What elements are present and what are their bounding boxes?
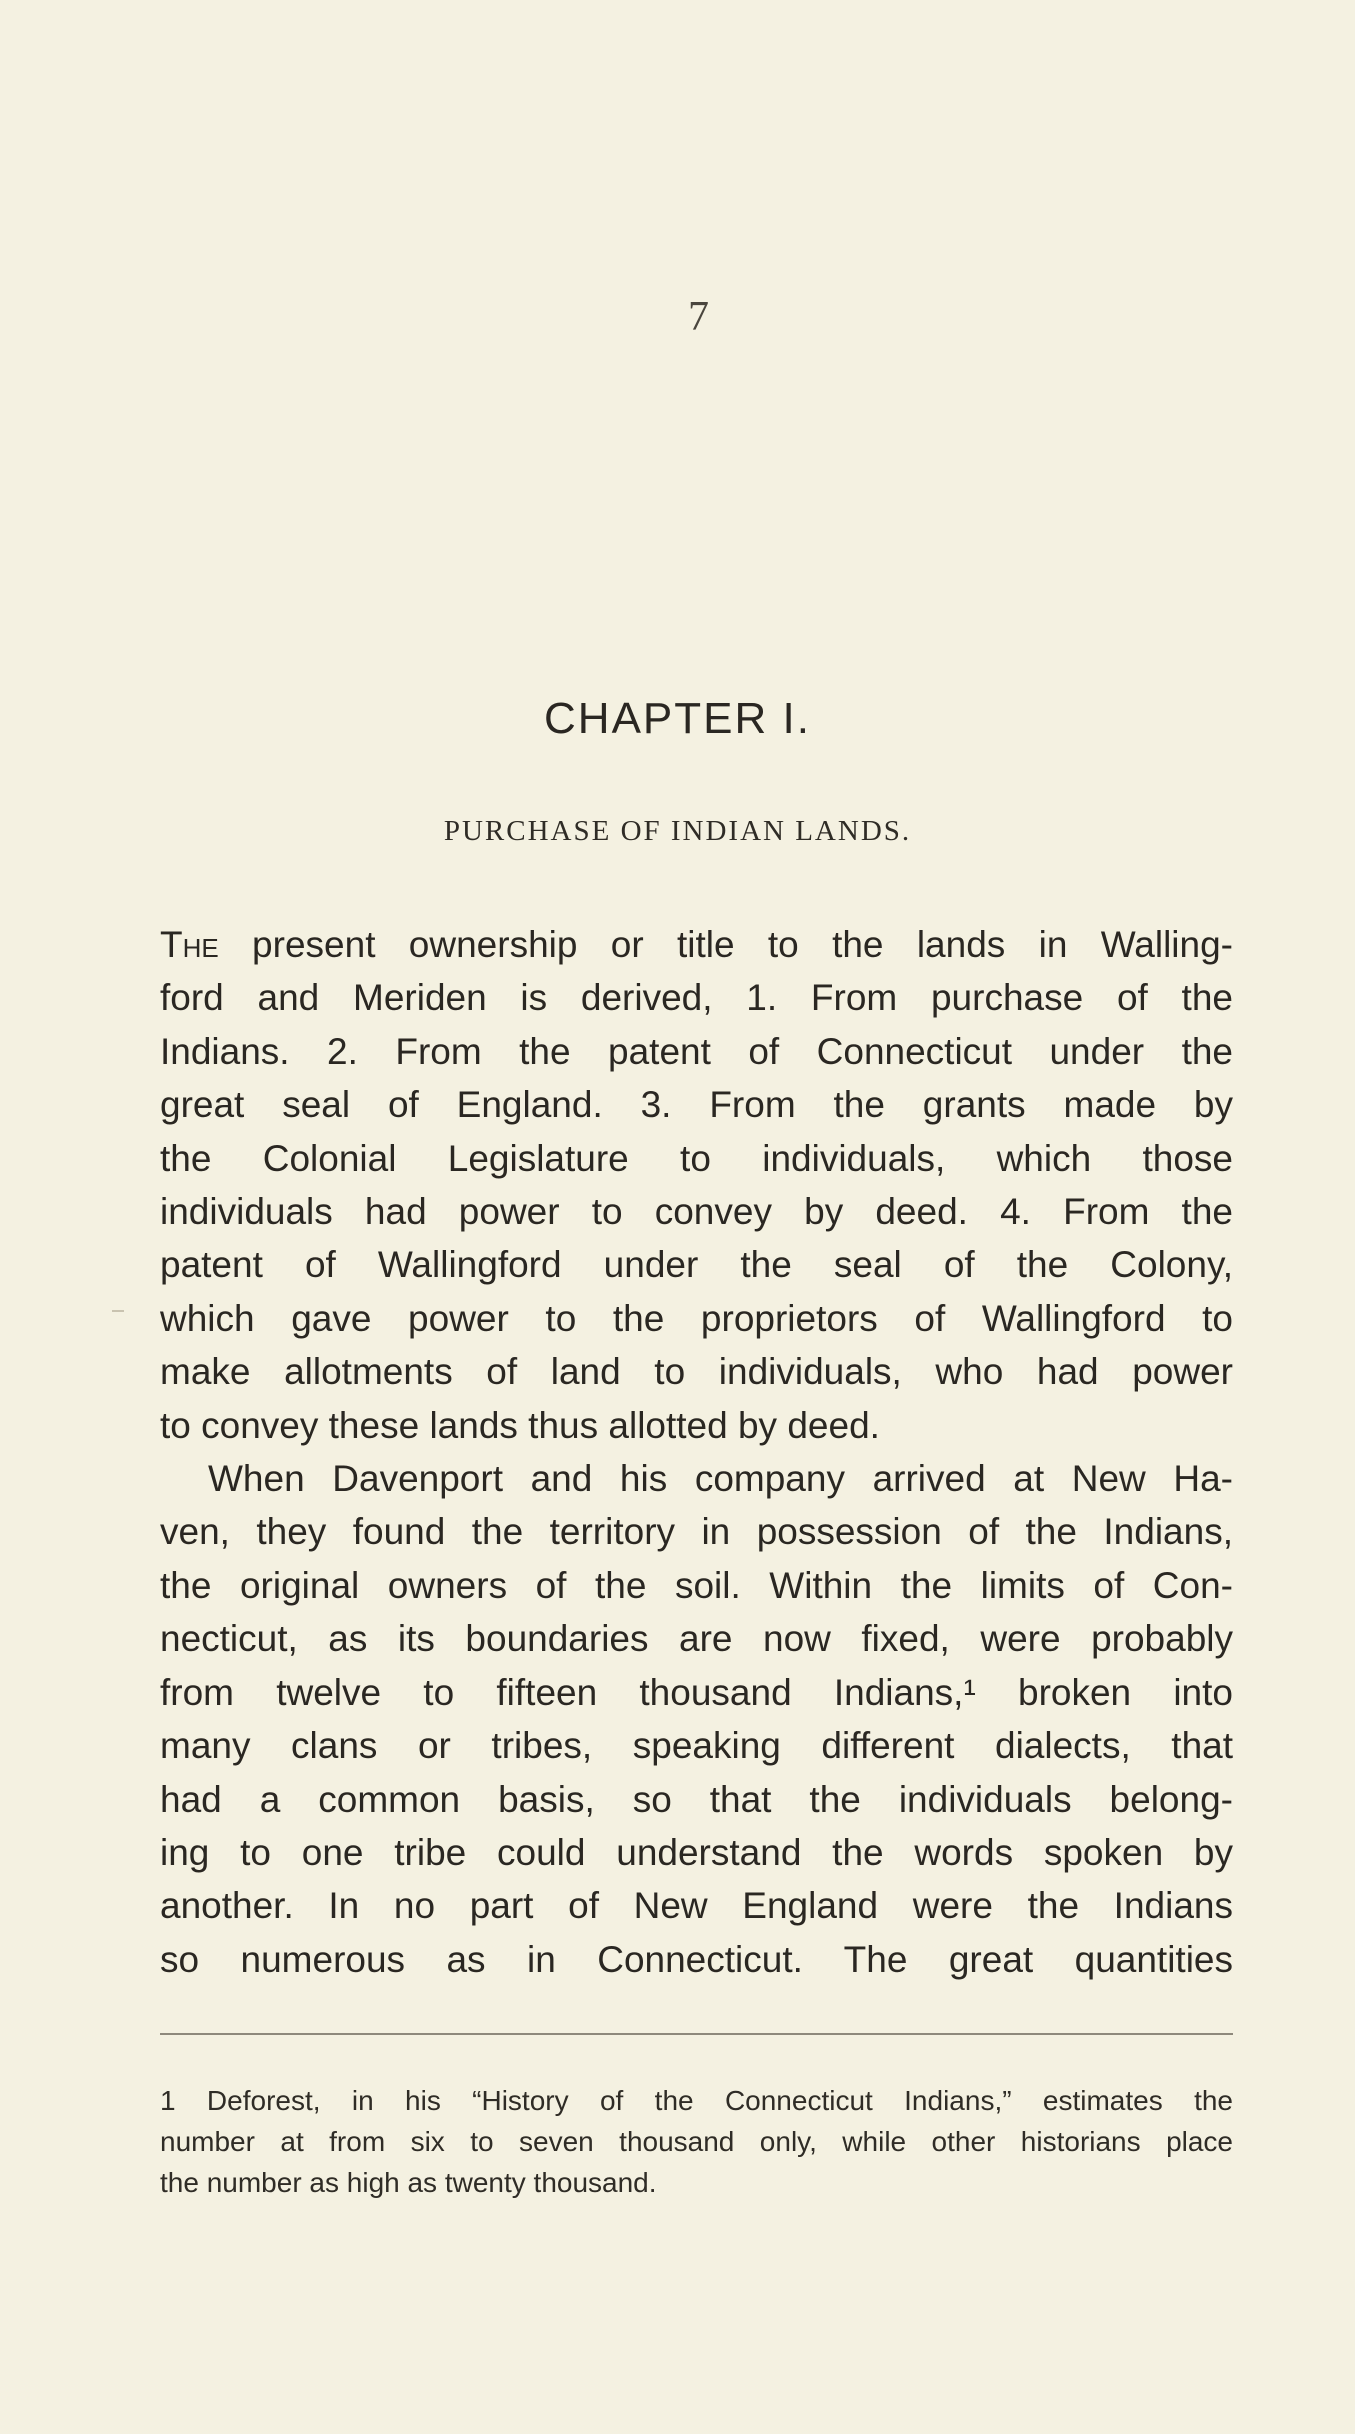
paragraph-line: patent of Wallingford under the seal of the Colony, (160, 1244, 1233, 1286)
paragraph-line: ford and Meriden is derived, 1. From purchase of the (160, 977, 1233, 1019)
body-text (160, 918, 1233, 1986)
paragraph-line: make allotments of land to individuals, who had power (160, 1351, 1233, 1393)
paragraph-line: from twelve to fifteen thousand Indians,¹ broken into (160, 1671, 1233, 1713)
footnote-rule (160, 2033, 1233, 2035)
paragraph-line: the Colonial Legislature to individuals, which those (160, 1137, 1233, 1179)
paragraph-line: ven, they found the territory in possession of the Indians, (160, 1511, 1233, 1553)
paragraph-2 (160, 1452, 1233, 1986)
chapter-subtitle: PURCHASE OF INDIAN LANDS. (443, 815, 912, 847)
lead-word: The (160, 924, 219, 965)
paragraph-line: great seal of England. 3. From the grants made by (160, 1084, 1233, 1126)
paragraph-line: many clans or tribes, speaking different dialects, that (160, 1725, 1233, 1767)
footnote-line: number at from six to seven thousand only, while other historians place (160, 2126, 1233, 2157)
paragraph-line: had a common basis, so that the individuals belong- (160, 1778, 1233, 1820)
paragraph-line: When Davenport and his company arrived at New Ha- (208, 1458, 1233, 1500)
page-number: 7 (688, 294, 709, 340)
paragraph-line: another. In no part of New England were the Indians (160, 1885, 1233, 1927)
paragraph-line: so numerous as in Connecticut. The great quantities (160, 1938, 1233, 1980)
footnote-line: the number as high as twenty thousand. (160, 2167, 657, 2198)
paragraph-line: necticut, as its boundaries are now fixed, were probably (160, 1618, 1233, 1660)
paragraph-line: The present ownership or title to the lands in Walling- (160, 924, 1233, 965)
margin-mark (112, 1310, 124, 1312)
paragraph-line: individuals had power to convey by deed. 4. From the (160, 1191, 1233, 1233)
chapter-title: CHAPTER I. (544, 694, 811, 743)
paragraph-line: ing to one tribe could understand the words spoken by (160, 1831, 1233, 1873)
paragraph-1 (160, 918, 1233, 1452)
footnote (160, 2080, 1233, 2203)
paragraph-line: which gave power to the proprietors of Wallingford to (160, 1297, 1233, 1339)
paragraph-line: Indians. 2. From the patent of Connecticut under the (160, 1030, 1233, 1072)
paragraph-line: the original owners of the soil. Within the limits of Con- (160, 1564, 1233, 1606)
footnote-line: 1 Deforest, in his “History of the Connecticut Indians,” estimates the (160, 2085, 1233, 2116)
paragraph-line: to convey these lands thus allotted by deed. (160, 1404, 880, 1446)
